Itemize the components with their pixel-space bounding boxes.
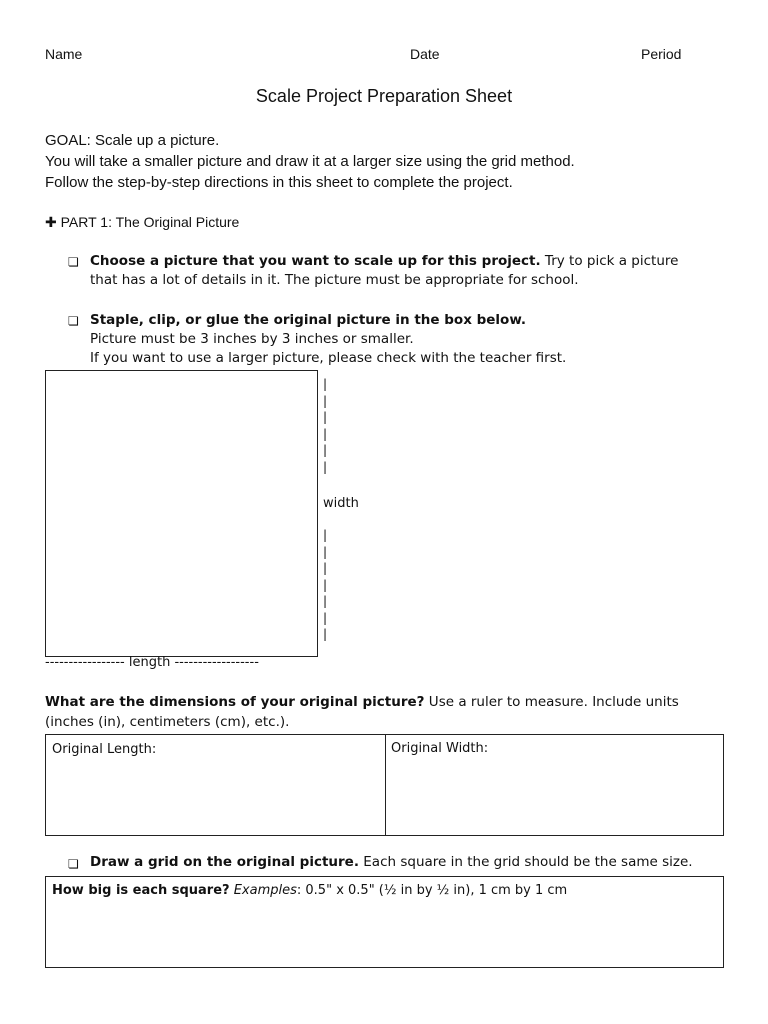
goal-label: GOAL: (45, 132, 91, 149)
step1-line-2: that has a lot of details in it. The picture must be appropriate for school. (90, 272, 579, 288)
dimensions-line-1 (45, 693, 735, 712)
original-length-label: Original Length: (52, 742, 157, 757)
square-size-line (52, 883, 567, 898)
date-label: Date (410, 46, 440, 62)
dimensions-table (45, 734, 724, 836)
step2-bold-text: Staple, clip, or glue the original picture in the box below. (90, 312, 527, 328)
goal-line-2: You will take a smaller picture and draw it at a larger size using the grid method. (45, 153, 575, 170)
page-title: Scale Project Preparation Sheet (255, 86, 513, 106)
length-label: ----------------- length ------------------ (45, 655, 259, 670)
part1-label: PART 1: The Original Picture (60, 214, 240, 230)
dimensions-line-2: (inches (in), centimeters (cm), etc.). (45, 714, 290, 730)
checkbox-icon: ❏ (68, 314, 79, 328)
name-label: Name (45, 46, 83, 62)
step2-line-2: Picture must be 3 inches by 3 inches or smaller. (90, 331, 414, 347)
step3-line (90, 853, 710, 872)
original-length-cell[interactable] (45, 734, 386, 836)
step2-bold (90, 311, 710, 330)
step1-bold: Choose a picture that you want to scale up for this project. (90, 253, 541, 269)
original-width-label: Original Width: (391, 741, 489, 756)
plus-icon: ✚ (45, 214, 57, 230)
original-picture-box[interactable] (45, 370, 318, 657)
step1-line-1 (90, 252, 710, 271)
step2-line-3: If you want to use a larger picture, please check with the teacher first. (90, 350, 567, 366)
checkbox-icon: ❏ (68, 255, 79, 269)
step3-text: Each square in the grid should be the same size. (358, 854, 693, 870)
width-bar-bottom: | | | | | | | (323, 528, 328, 641)
period-label: Period (641, 46, 682, 62)
goal-line-3: Follow the step-by-step directions in this sheet to complete the project. (45, 174, 513, 191)
dimensions-text: Use a ruler to measure. Include units (424, 694, 679, 710)
width-bar-top: | | | | | | (323, 377, 328, 474)
goal-line-1 (45, 130, 219, 151)
goal-text: Scale up a picture. (90, 132, 220, 149)
part1-heading (45, 214, 239, 231)
square-size-box[interactable] (45, 876, 724, 968)
step1-text: Try to pick a picture (540, 253, 679, 269)
checkbox-icon: ❏ (68, 857, 79, 871)
step3-bold: Draw a grid on the original picture. (90, 854, 359, 870)
width-label: width (323, 496, 359, 511)
square-size-text: : 0.5" x 0.5" (½ in by ½ in), 1 cm by 1 cm (296, 883, 568, 898)
examples-label: Examples (233, 883, 297, 898)
dimensions-bold: What are the dimensions of your original picture? (45, 694, 425, 710)
square-size-bold: How big is each square? (52, 883, 230, 898)
